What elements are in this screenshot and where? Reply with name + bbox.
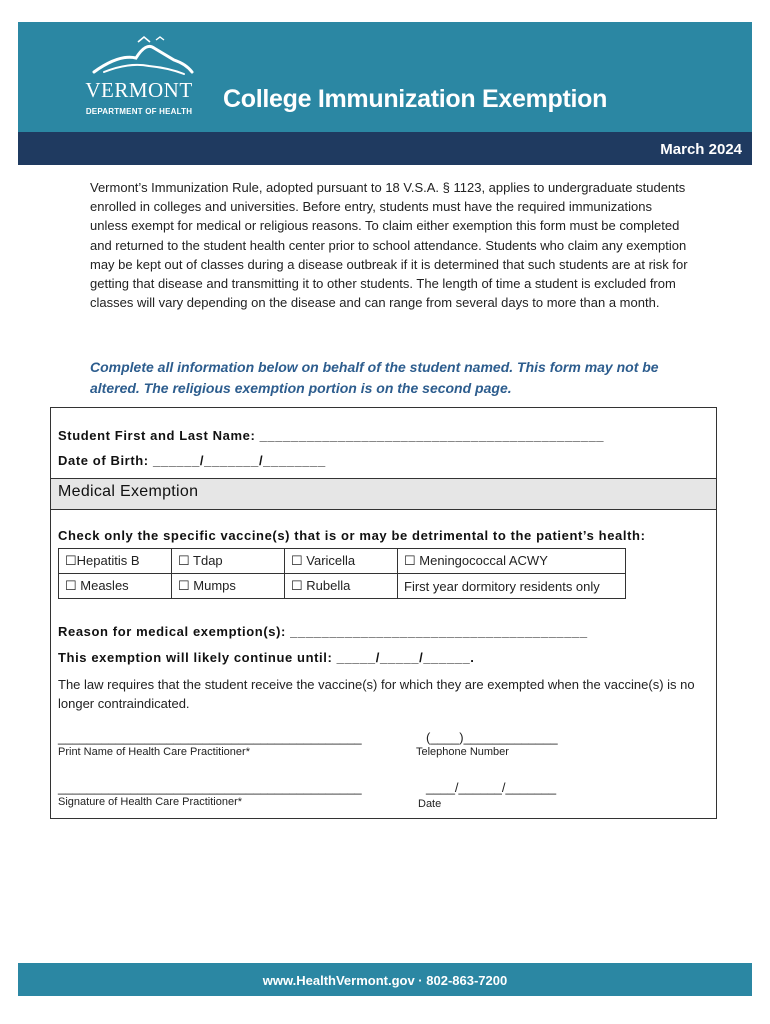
page-title: College Immunization Exemption bbox=[223, 85, 608, 113]
checkbox-measles[interactable]: ☐ Measles bbox=[59, 574, 172, 599]
logo-department: DEPARTMENT OF HEALTH bbox=[85, 107, 193, 116]
date-of-birth-field[interactable]: Date of Birth: ______/_______/________ bbox=[58, 453, 326, 468]
exemption-form bbox=[50, 407, 717, 819]
mountain-bird-logo-icon bbox=[74, 32, 204, 78]
date-signed-field[interactable]: ____/______/_______ bbox=[426, 780, 557, 795]
vaccine-checklist bbox=[58, 548, 626, 599]
document-date: March 2024 bbox=[660, 141, 742, 158]
signature-caption: Signature of Health Care Practitioner* bbox=[58, 796, 243, 808]
student-name-field[interactable]: Student First and Last Name: ____________________________________________ bbox=[58, 428, 605, 443]
signature-field[interactable]: __________________________________________ bbox=[58, 780, 362, 795]
footer-bar bbox=[18, 963, 752, 996]
vermont-health-logo bbox=[74, 32, 204, 128]
medical-exemption-title: Medical Exemption bbox=[58, 483, 199, 500]
print-name-field[interactable]: __________________________________________ bbox=[58, 730, 362, 745]
telephone-caption: Telephone Number bbox=[416, 746, 509, 758]
reason-field[interactable]: Reason for medical exemption(s): ______________________________________ bbox=[58, 624, 588, 639]
checkbox-tdap[interactable]: ☐ Tdap bbox=[172, 549, 285, 574]
intro-paragraph: Vermont’s Immunization Rule, adopted pursuant to 18 V.S.A. § 1123, applies to undergraduate students enrolled in colleges and universities. Before entry, students must have the required immunizations unless exempt for medical or religious reasons. To claim either exemption this form must be completed and returned to the student health center prior to school attendance. Students who claim any exemption may be kept out of classes during a disease outbreak if it is determined that such students are at risk for getting that disease and transmitting it to other students. The length of time a student is excluded from classes will vary depending on the disease and can range from several days to more than a month. bbox=[90, 180, 688, 311]
checkbox-hepatitis-b[interactable]: ☐Hepatitis B bbox=[59, 549, 172, 574]
meningococcal-note: First year dormitory residents only bbox=[398, 574, 626, 599]
instructions-text: Complete all information below on behalf of the student named. This form may not be altered. The religious exemption portion is on the second page. bbox=[90, 359, 659, 396]
header-banner bbox=[18, 22, 752, 132]
print-name-caption: Print Name of Health Care Practitioner* bbox=[58, 746, 250, 758]
date-signed-caption: Date bbox=[418, 798, 442, 810]
checkbox-rubella[interactable]: ☐ Rubella bbox=[285, 574, 398, 599]
footer-contact: www.HealthVermont.gov · 802-863-7200 bbox=[262, 973, 508, 988]
continue-until-field[interactable]: This exemption will likely continue until: _____/_____/______. bbox=[58, 650, 475, 665]
date-bar bbox=[18, 132, 752, 165]
checkbox-meningococcal-acwy[interactable]: ☐ Meningococcal ACWY bbox=[398, 549, 626, 574]
medical-exemption-heading bbox=[51, 478, 716, 510]
logo-wordmark: VERMONT bbox=[85, 78, 193, 102]
checkbox-mumps[interactable]: ☐ Mumps bbox=[172, 574, 285, 599]
law-notice: The law requires that the student receive the vaccine(s) for which they are exempted when the vaccine(s) is no longer contraindicated. bbox=[58, 677, 695, 711]
telephone-field[interactable]: (____)_____________ bbox=[426, 730, 558, 745]
check-instruction: Check only the specific vaccine(s) that is or may be detrimental to the patient’s health: bbox=[58, 528, 646, 543]
checkbox-varicella[interactable]: ☐ Varicella bbox=[285, 549, 398, 574]
